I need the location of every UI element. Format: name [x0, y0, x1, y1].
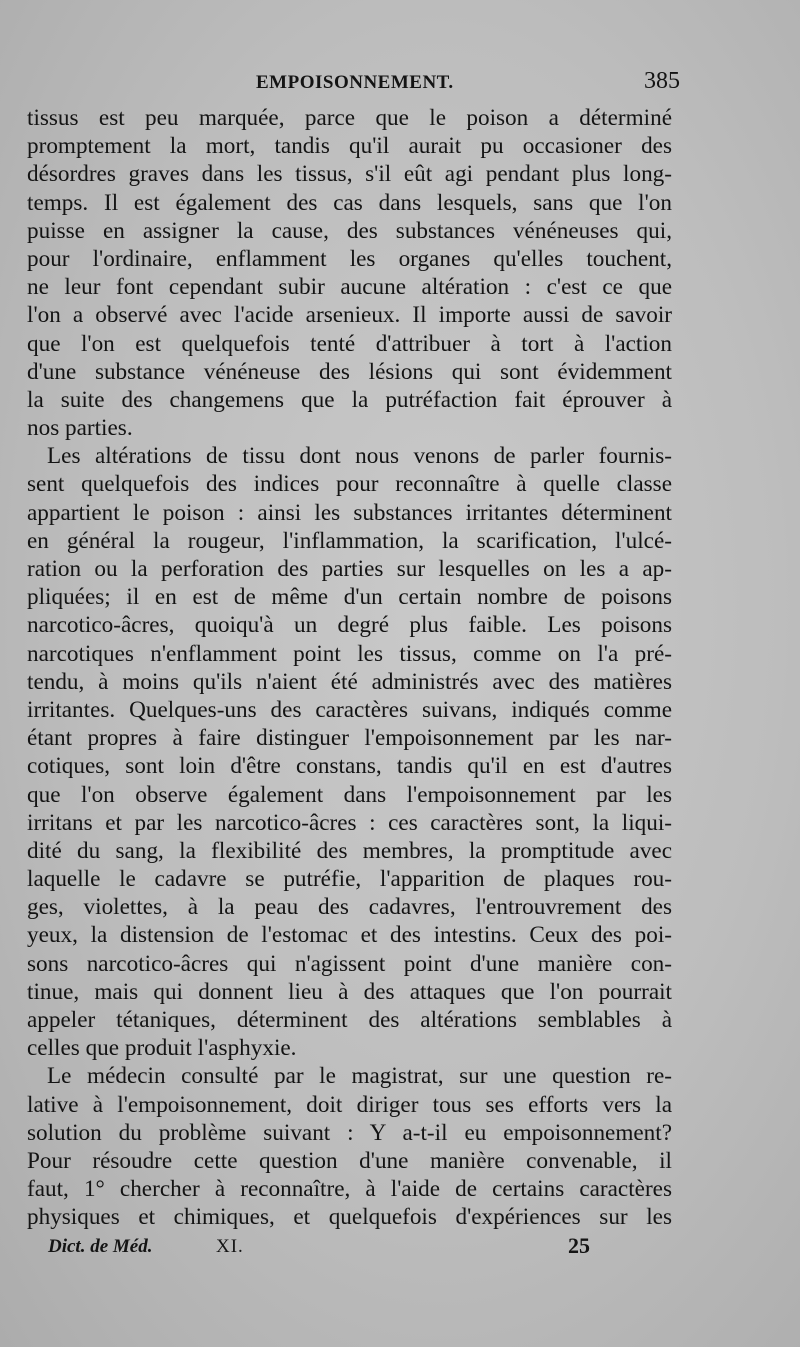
text-line: que l'on est quelquefois tenté d'attribuer à tort à l'action	[27, 330, 672, 357]
text-line: nos parties.	[27, 415, 133, 442]
text-line: physiques et chimiques, et quelquefois d'expériences sur les	[27, 1204, 672, 1231]
page-number: 385	[644, 68, 680, 94]
text-line: celles que produit l'asphyxie.	[27, 1035, 297, 1062]
text-line: d'une substance vénéneuse des lésions qui sont évidemment	[27, 358, 672, 385]
text-line: désordres graves dans les tissus, s'il eût agi pendant plus long-	[27, 161, 672, 188]
text-line: en général la rougeur, l'inflammation, la scarification, l'ulcé-	[27, 527, 672, 554]
text-line: pliquées; il en est de même d'un certain nombre de poisons	[27, 584, 672, 611]
text-line: ges, violettes, à la peau des cadavres, l'entrouvrement des	[27, 894, 672, 921]
text-line: narcotico-âcres, quoiqu'à un degré plus faible. Les poisons	[27, 612, 672, 639]
text-line: cotiques, sont loin d'être constans, tandis qu'il en est d'autres	[27, 753, 672, 780]
text-line: lative à l'empoisonnement, doit diriger tous ses efforts vers la	[27, 1091, 672, 1118]
signature-volume: XI.	[216, 1236, 244, 1257]
text-line: ration ou la perforation des parties sur lesquelles on les a ap-	[27, 556, 672, 582]
text-line: yeux, la distension de l'estomac et des intestins. Ceux des poi-	[27, 922, 672, 949]
text-line: temps. Il est également des cas dans lesquels, sans que l'on	[27, 189, 672, 216]
paragraph-start: Le médecin consulté par le magistrat, sur une question re-	[47, 1063, 672, 1090]
printer-signature	[48, 1233, 608, 1263]
text-line: Pour résoudre cette question d'une manière convenable, il	[27, 1147, 672, 1174]
text-line: la suite des changemens que la putréfaction fait éprouver à	[27, 386, 672, 413]
text-line: appeler tétaniques, déterminent des altérations semblables à	[27, 1007, 672, 1033]
signature-title: Dict. de Méd.	[48, 1236, 153, 1257]
text-line: solution du problème suivant : Y a-t-il eu empoisonnement?	[27, 1119, 672, 1146]
text-line: tinue, mais qui donnent lieu à des attaques que l'on pourrait	[27, 978, 672, 1005]
text-line: étant propres à faire distinguer l'empoisonnement par les nar-	[27, 725, 672, 752]
text-line: tendu, à moins qu'ils n'aient été administrés avec des matières	[27, 668, 672, 695]
text-line: appartient le poison : ainsi les substances irritantes déterminent	[27, 499, 672, 526]
text-line: que l'on observe également dans l'empoisonnement par les	[27, 781, 672, 808]
text-line: promptement la mort, tandis qu'il aurait pu occasioner des	[27, 133, 672, 160]
running-title: EMPOISONNEMENT.	[256, 72, 454, 93]
signature-number: 25	[568, 1233, 590, 1258]
text-line: l'on a observé avec l'acide arsenieux. Il importe aussi de savoir	[27, 302, 672, 329]
text-line: faut, 1° chercher à reconnaître, à l'aide de certains caractères	[27, 1176, 672, 1203]
text-line: tissus est peu marquée, parce que le poison a déterminé	[27, 105, 672, 131]
text-line: dité du sang, la flexibilité des membres, la promptitude avec	[27, 837, 672, 864]
text-line: puisse en assigner la cause, des substances vénéneuses qui,	[27, 217, 672, 244]
text-line: narcotiques n'enflamment point les tissus, comme on l'a pré-	[27, 640, 672, 667]
text-line: sons narcotico-âcres qui n'agissent point d'une manière con-	[27, 950, 672, 977]
running-head	[20, 66, 680, 102]
paragraph-start: Les altérations de tissu dont nous venons de parler fournis-	[47, 443, 672, 470]
body-text	[27, 104, 672, 1232]
text-line: irritans et par les narcotico-âcres : ces caractères sont, la liqui-	[27, 809, 672, 836]
text-line: ne leur font cependant subir aucune altération : c'est ce que	[27, 274, 672, 301]
text-line: laquelle le cadavre se putréfie, l'apparition de plaques rou-	[27, 866, 672, 893]
text-line: irritantes. Quelques-uns des caractères suivans, indiqués comme	[27, 696, 672, 723]
text-line: sent quelquefois des indices pour reconnaître à quelle classe	[27, 471, 672, 498]
text-line: pour l'ordinaire, enflamment les organes qu'elles touchent,	[27, 245, 672, 272]
